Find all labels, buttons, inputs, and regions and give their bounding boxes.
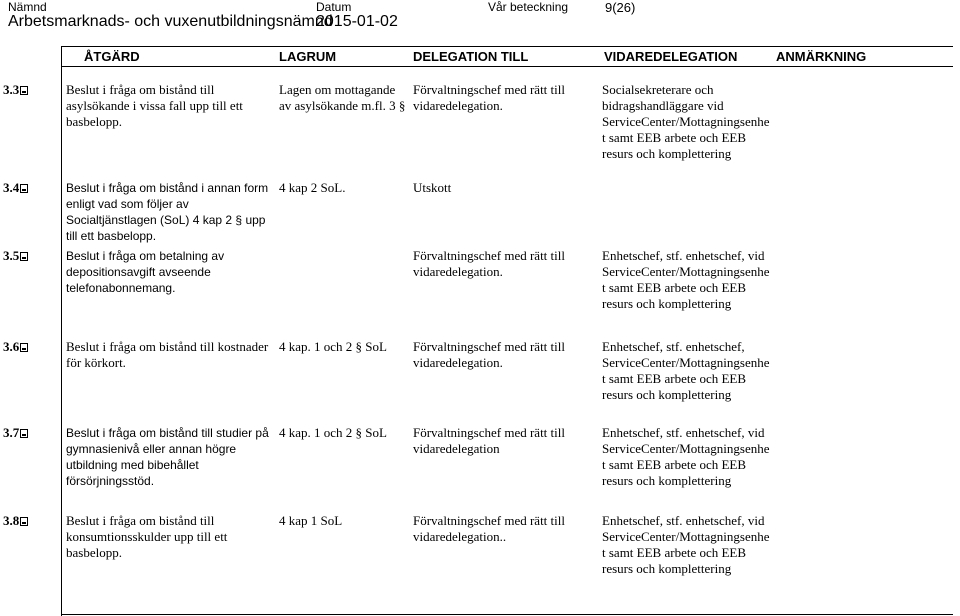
- action-cell: Beslut i fråga om bistånd till kostnader för körkort.: [66, 339, 269, 370]
- row-number: 3.3: [3, 82, 20, 97]
- delegation-cell: Förvaltningschef med rätt till vidaredelegation.: [413, 248, 565, 279]
- reference-label: Vår beteckning: [488, 0, 569, 14]
- document-icon: [20, 343, 28, 352]
- delegation-cell: Utskott: [413, 180, 452, 195]
- subdelegation-cell: Enhetschef, stf. enhetschef, vid ServiceCenter/Mottagningsenhe t samt EEB arbete och EEB resurs och komplettering: [602, 513, 770, 576]
- subdelegation-cell: Enhetschef, stf. enhetschef, ServiceCenter/Mottagningsenhe t samt EEB arbete och EEB resurs och komplettering: [602, 339, 770, 402]
- committee-label: Nämnd: [8, 0, 47, 14]
- col-anmarkning: ANMÄRKNING: [776, 49, 867, 64]
- subdelegation-cell: Enhetschef, stf. enhetschef, vid ServiceCenter/Mottagningsenhe t samt EEB arbete och EEB resurs och komplettering: [602, 248, 770, 311]
- document-icon: [20, 184, 28, 193]
- legal-basis-cell: Lagen om mottagande av asylsökande m.fl. 3 §: [279, 82, 406, 113]
- document-icon: [20, 429, 28, 438]
- action-cell: Beslut i fråga om bistånd till studier på gymnasienivå eller annan högre utbildning med bibehållet försörjningsstöd.: [66, 426, 269, 488]
- date-value: 2015-01-02: [316, 13, 398, 30]
- subdelegation-cell: Enhetschef, stf. enhetschef, vid ServiceCenter/Mottagningsenhe t samt EEB arbete och EEB resurs och komplettering: [602, 425, 770, 488]
- header-bottom-border: [61, 66, 953, 67]
- legal-basis-cell: 4 kap. 1 och 2 § SoL: [279, 425, 387, 440]
- document-icon: [20, 252, 28, 261]
- row-number: 3.6: [3, 339, 20, 354]
- delegation-cell: Förvaltningschef med rätt till vidaredelegation..: [413, 513, 565, 544]
- date-label: Datum: [316, 0, 352, 14]
- row-number: 3.5: [3, 248, 20, 263]
- col-vidaredelegation: VIDAREDELEGATION: [604, 49, 738, 64]
- table-top-border: [61, 46, 953, 47]
- col-atgard: ÅTGÄRD: [84, 49, 140, 64]
- page-number: 9(26): [605, 0, 636, 15]
- table-bottom-border: [61, 614, 953, 615]
- action-cell: Beslut i fråga om betalning av depositionsavgift avseende telefonabonnemang.: [66, 249, 225, 295]
- delegation-cell: Förvaltningschef med rätt till vidaredelegation.: [413, 82, 565, 113]
- delegation-cell: Förvaltningschef med rätt till vidaredelegation: [413, 425, 565, 456]
- document-icon: [20, 86, 28, 95]
- legal-basis-cell: 4 kap 2 SoL.: [279, 180, 346, 195]
- col-lagrum: LAGRUM: [279, 49, 337, 64]
- col-delegation: DELEGATION TILL: [413, 49, 529, 64]
- legal-basis-cell: 4 kap 1 SoL: [279, 513, 343, 528]
- row-number: 3.7: [3, 425, 20, 440]
- row-number: 3.4: [3, 180, 20, 195]
- committee-name: Arbetsmarknads- och vuxenutbildningsnämnd: [8, 13, 333, 30]
- subdelegation-cell: Socialsekreterare och bidragshandläggare vid ServiceCenter/Mottagningsenhe t samt EEB arbete och EEB resurs och komplettering: [602, 82, 770, 161]
- legal-basis-cell: 4 kap. 1 och 2 § SoL: [279, 339, 387, 354]
- row-number: 3.8: [3, 513, 20, 528]
- row-number-divider: [61, 46, 62, 616]
- document-icon: [20, 517, 28, 526]
- delegation-cell: Förvaltningschef med rätt till vidaredelegation.: [413, 339, 565, 370]
- action-cell: Beslut i fråga om bistånd till asylsökande i vissa fall upp till ett basbelopp.: [66, 82, 243, 129]
- action-cell: Beslut i fråga om bistånd i annan form enligt vad som följer av Socialtjänstlagen (SoL) 4 kap 2 § upp till ett basbelopp.: [66, 181, 269, 243]
- action-cell: Beslut i fråga om bistånd till konsumtionsskulder upp till ett basbelopp.: [66, 513, 228, 560]
